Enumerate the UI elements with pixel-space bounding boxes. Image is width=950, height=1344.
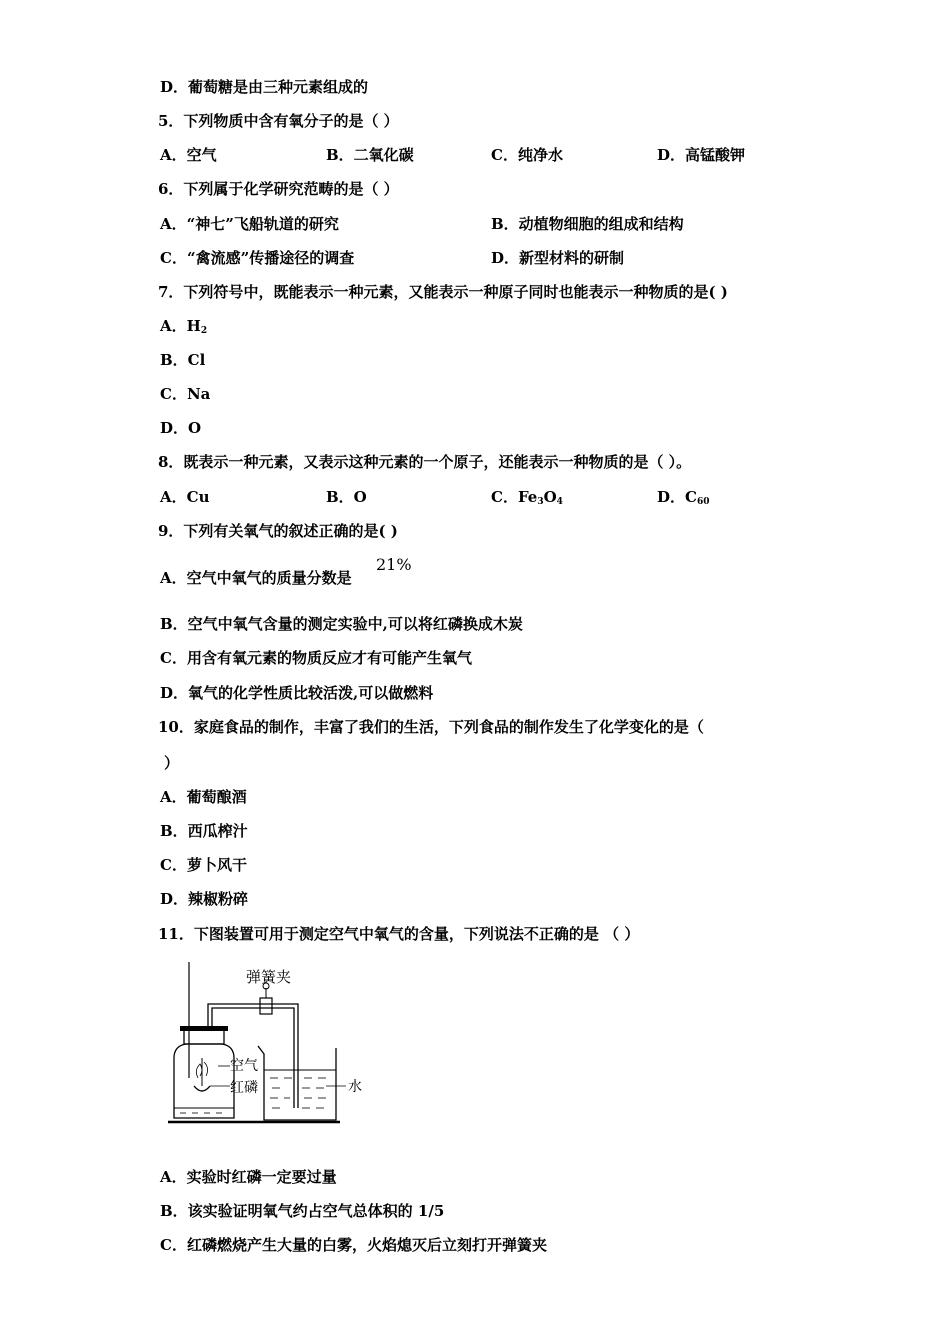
q6-option-b: B．动植物细胞的组成和结构 xyxy=(491,215,684,233)
q10-option-d: D．辣椒粉碎 xyxy=(160,890,249,908)
q4-option-d: D．葡萄糖是由三种元素组成的 xyxy=(160,78,369,96)
q8d-text: D．C xyxy=(657,488,697,506)
question-7: 7．下列符号中，既能表示一种元素，又能表示一种原子同时也能表示一种物质的是( ) xyxy=(158,283,728,301)
q8c-mid: O xyxy=(543,488,557,506)
q9-option-d: D．氧气的化学性质比较活泼,可以做燃料 xyxy=(160,684,434,702)
q7a-text: A．H xyxy=(160,317,201,335)
q11-option-c: C．红磷燃烧产生大量的白雾，火焰熄灭后立刻打开弹簧夹 xyxy=(160,1236,547,1254)
oxygen-measurement-apparatus-figure xyxy=(160,958,380,1132)
q11-option-a: A．实验时红磷一定要过量 xyxy=(160,1168,337,1186)
label-red-phosphorus: 红磷 xyxy=(230,1080,258,1096)
q8-option-a: A．Cu xyxy=(160,488,210,506)
q7a-subscript: 2 xyxy=(200,326,208,336)
question-8: 8．既表示一种元素，又表示这种元素的一个原子，还能表示一种物质的是（ ）。 xyxy=(158,453,692,471)
q8c-sub2: 4 xyxy=(556,497,563,507)
q5-option-d: D．高锰酸钾 xyxy=(657,146,746,164)
question-10: 10．家庭食品的制作，丰富了我们的生活，下列食品的制作发生了化学变化的是（ xyxy=(158,718,704,736)
q8-option-b: B．O xyxy=(326,488,367,506)
label-air: 空气 xyxy=(230,1058,258,1074)
question-6: 6．下列属于化学研究范畴的是（ ） xyxy=(158,180,399,198)
q8c-sub1: 3 xyxy=(537,497,544,507)
q8d-subscript: 60 xyxy=(696,497,710,507)
q5-option-c: C．纯净水 xyxy=(491,146,563,164)
q9-option-b: B．空气中氧气含量的测定实验中,可以将红磷换成木炭 xyxy=(160,615,523,633)
q8c-text: C．Fe xyxy=(491,488,538,506)
question-10-continued: ） xyxy=(164,754,180,772)
q10-option-a: A．葡萄酿酒 xyxy=(160,788,247,806)
q8-option-d xyxy=(657,487,709,512)
q9-option-a: A．空气中氧气的质量分数是 xyxy=(160,569,352,587)
label-spring-clamp: 弹簧夹 xyxy=(246,968,292,986)
q6-option-a: A．“神七”飞船轨道的研究 xyxy=(160,215,339,233)
q9-option-c: C．用含有氧元素的物质反应才有可能产生氧气 xyxy=(160,649,472,667)
q5-option-b: B．二氧化碳 xyxy=(326,146,414,164)
question-5: 5．下列物质中含有氧分子的是（ ） xyxy=(158,112,399,130)
q7-option-a xyxy=(160,316,207,341)
q8-option-c xyxy=(491,487,563,512)
apparatus-diagram xyxy=(160,958,380,1128)
q6-option-c: C．“禽流感”传播途径的调查 xyxy=(160,249,355,267)
label-water: 水 xyxy=(348,1079,362,1095)
q7-option-c: C．Na xyxy=(160,385,211,403)
question-9: 9．下列有关氧气的叙述正确的是( ) xyxy=(158,522,398,540)
q6-option-d: D．新型材料的研制 xyxy=(491,249,625,267)
q5-option-a: A．空气 xyxy=(160,146,217,164)
q9-math-21-percent: 21% xyxy=(376,555,412,574)
q10-option-c: C．萝卜风干 xyxy=(160,856,247,874)
q11-option-b: B．该实验证明氧气约占空气总体积的 1/5 xyxy=(160,1202,445,1220)
q7-option-d: D．O xyxy=(160,419,202,437)
q10-option-b: B．西瓜榨汁 xyxy=(160,822,248,840)
q7-option-b: B．Cl xyxy=(160,351,206,369)
question-11: 11．下图装置可用于测定空气中氧气的含量，下列说法不正确的是 （ ） xyxy=(158,925,640,943)
